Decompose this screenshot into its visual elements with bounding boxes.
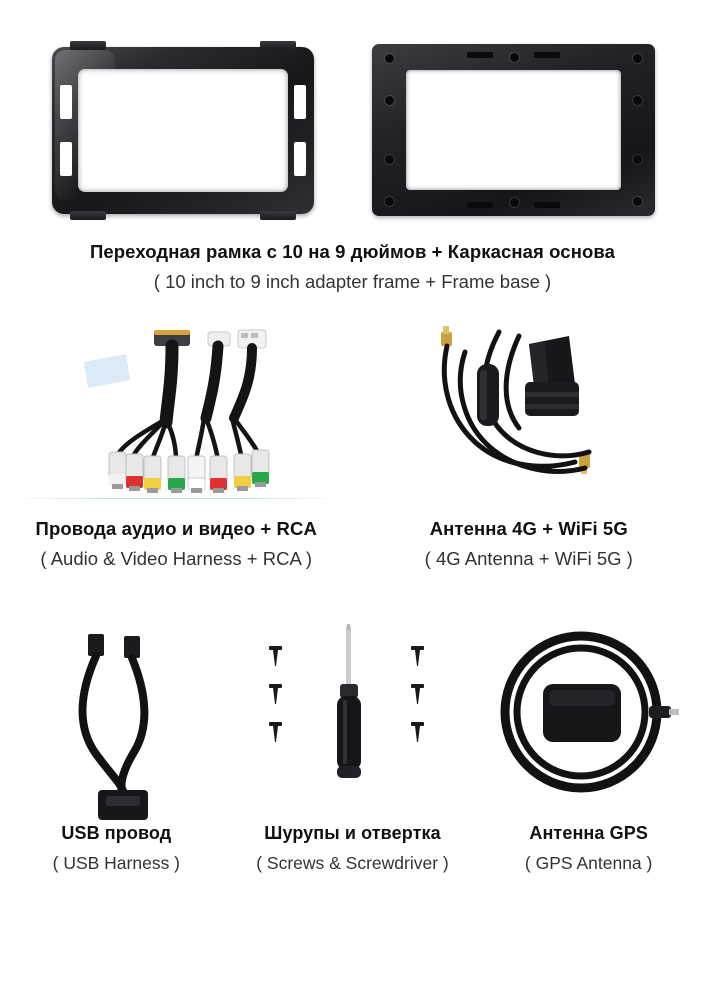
frame-tab-bottom-left: [70, 211, 106, 220]
frame-notch-right-upper: [294, 85, 306, 119]
harness-trunk-c: [234, 348, 252, 418]
rca-connector: [234, 454, 251, 491]
antenna-4g-caption-ru: Антенна 4G + WiFi 5G: [353, 517, 705, 540]
rca-connectors: [109, 450, 269, 493]
gps-svg: [473, 622, 705, 822]
gps-puck: [543, 684, 621, 742]
antenna-pad-right: [525, 336, 579, 416]
screw-icon: [411, 684, 424, 704]
usb-female-port: [98, 790, 148, 820]
frame-notch-left-lower: [60, 142, 72, 176]
column-4g-antenna: [353, 322, 705, 571]
screw-hole-icon: [385, 197, 394, 206]
usb-illustration: [0, 622, 233, 822]
screw-group-left: [269, 646, 282, 742]
frame-base-image: [372, 44, 655, 216]
connector-slot: [241, 333, 248, 338]
decorative-divider-line: [14, 498, 339, 499]
gps-connector: [649, 706, 679, 718]
gps-caption-ru: Антенна GPS: [472, 822, 705, 845]
screws-caption-ru: Шурупы и отвертка: [233, 822, 473, 845]
screw-icon: [411, 722, 424, 742]
screw-group-right: [411, 646, 424, 742]
harness-svg: [26, 322, 326, 517]
screw-hole-icon: [633, 54, 642, 63]
gps-illustration: [472, 622, 705, 822]
rca-connector: [252, 450, 269, 487]
usb-caption-en: ( USB Harness ): [0, 852, 233, 875]
screw-hole-icon: [633, 155, 642, 164]
antenna-4g-illustration: [353, 322, 705, 517]
frames-caption-ru: Переходная рамка с 10 на 9 дюймов + Каркасная основа: [0, 240, 705, 263]
frame-tab-top-right: [260, 41, 296, 50]
frame-gloss-highlight: [55, 50, 115, 200]
screw-icon: [269, 722, 282, 742]
section-harness-antenna: [0, 322, 705, 622]
antenna-4g-svg: [379, 322, 679, 517]
frames-illustration: [0, 22, 705, 222]
screw-icon: [269, 684, 282, 704]
rca-connector: [168, 456, 185, 493]
sma-connector-top: [441, 326, 452, 346]
harness-trunk-b: [206, 346, 218, 418]
screwdriver: [337, 624, 361, 778]
column-screws-screwdriver: [233, 622, 473, 874]
product-accessories-infographic: [0, 22, 705, 992]
adapter-frame-image: [52, 47, 314, 214]
rca-connector: [109, 452, 126, 489]
usb-svg: [0, 622, 232, 822]
tape-marker: [84, 354, 130, 388]
frame-base-slot: [467, 52, 493, 58]
connector-pin-strip: [154, 330, 190, 335]
connector-slot: [251, 333, 258, 338]
screw-hole-icon: [510, 53, 519, 62]
usb-cables: [83, 656, 145, 794]
screw-hole-icon: [385, 96, 394, 105]
screws-illustration: [233, 622, 473, 822]
frame-base-slot: [534, 52, 560, 58]
screw-hole-icon: [385, 155, 394, 164]
column-audio-video-harness: [0, 322, 353, 571]
rca-connector: [188, 456, 205, 493]
rca-connector: [126, 454, 143, 491]
section-accessories: [0, 622, 705, 922]
usb-caption-ru: USB провод: [0, 822, 233, 845]
screws-caption-en: ( Screws & Screwdriver ): [233, 852, 473, 875]
frame-base-slot: [467, 202, 493, 208]
harness-caption-en: ( Audio & Video Harness + RCA ): [0, 547, 353, 571]
frame-tab-top-left: [70, 41, 106, 50]
rca-connector: [210, 456, 227, 493]
screw-icon: [269, 646, 282, 666]
column-usb-harness: [0, 622, 233, 874]
gps-caption-en: ( GPS Antenna ): [472, 852, 705, 875]
screw-icon: [411, 646, 424, 666]
screw-hole-icon: [385, 54, 394, 63]
harness-caption-ru: Провода аудио и видео + RCA: [0, 517, 353, 540]
harness-trunk: [166, 346, 172, 422]
rca-connector: [144, 456, 161, 493]
screw-hole-icon: [633, 96, 642, 105]
frame-base-slot: [534, 202, 560, 208]
antenna-4g-caption-en: ( 4G Antenna + WiFi 5G ): [353, 547, 705, 571]
column-gps-antenna: [472, 622, 705, 874]
frames-caption-en: ( 10 inch to 9 inch adapter frame + Frame base ): [0, 270, 705, 294]
screw-hole-icon: [510, 198, 519, 207]
antenna-pad-left: [477, 364, 499, 426]
frame-notch-left-upper: [60, 85, 72, 119]
harness-illustration: [0, 322, 353, 517]
screw-hole-icon: [633, 197, 642, 206]
screws-svg: [233, 622, 473, 822]
section-frames: [0, 22, 705, 322]
frame-tab-bottom-right: [260, 211, 296, 220]
frame-notch-right-lower: [294, 142, 306, 176]
